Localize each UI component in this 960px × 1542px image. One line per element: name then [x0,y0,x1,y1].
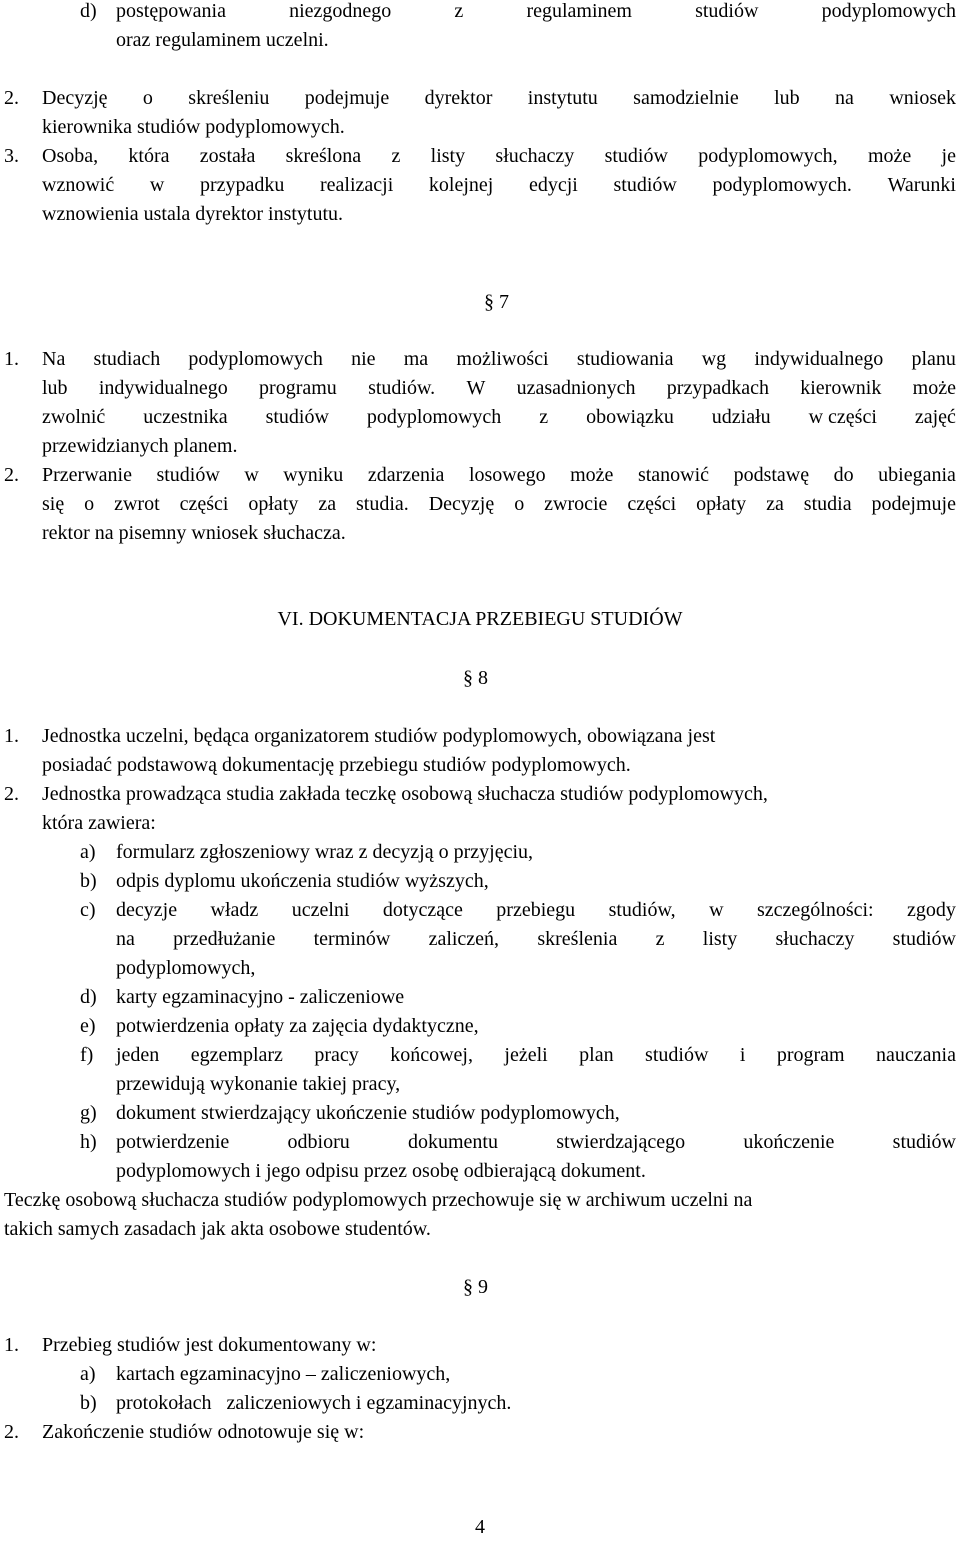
word: Decyzję [42,87,108,109]
s8-item-g-line-1: dokument stwierdzający ukończenie studiów podyplomowych, [116,1102,620,1124]
point-2 [42,84,956,142]
word: przypadkach [666,377,769,399]
word: w [149,174,165,196]
word: niezgodnego [289,0,392,22]
s8-item-c [116,896,956,983]
s8-closing-paragraph [4,1186,956,1244]
word: listy [430,145,466,167]
word: zgody [907,899,956,921]
word: jeden [116,1044,160,1066]
word: podyplomowych. [712,174,852,196]
word: podyplomowych [366,406,502,428]
word: z [655,928,665,950]
word: części [627,493,677,515]
word: dotyczące [382,899,463,921]
word: losowego [468,464,546,486]
word: może [867,145,912,167]
word: przebiegu [496,899,576,921]
word: zwrot [114,493,160,515]
word: uczelni [291,899,350,921]
word: Decyzję [428,493,495,515]
point-3 [42,142,956,229]
word: może [570,464,614,486]
word: skreśleniu [188,87,270,109]
point-2-line-2: kierownika studiów podyplomowych. [42,116,345,138]
s8-item-b [116,867,956,896]
s8-closing-line-1: Teczkę osobową słuchacza studiów podyplomowych przechowuje się w archiwum uczelni na [4,1189,753,1211]
word: podyplomowych, [698,145,838,167]
s9-item-a-label: a) [80,1363,96,1385]
section-9-title: § 9 [463,1276,488,1298]
word: podyplomowych [188,348,323,370]
s7-point-1-line-1 [42,345,956,374]
word: wg [701,348,727,370]
word: studiów [892,1131,956,1153]
word: do [833,464,854,486]
point-3-number: 3. [4,145,19,167]
s9-point-1-number: 1. [4,1334,19,1356]
s8-item-f-line-2: przewidują wykonanie takiej pracy, [116,1073,401,1095]
word: studiowania [576,348,674,370]
word: odbioru [287,1131,350,1153]
word: studiów [156,464,220,486]
s8-item-d-line-1: karty egzaminacyjno - zaliczeniowe [116,986,405,1008]
word: zwolnić [42,406,106,428]
word: skreślenia [537,928,618,950]
word: z [539,406,549,428]
s7-point-2 [42,461,956,548]
s8-item-c-label: c) [80,899,96,921]
word: studiów [645,1044,709,1066]
item-d-line-2: oraz regulaminem uczelni. [116,29,329,51]
word: pracy [314,1044,359,1066]
word: i [739,1044,746,1066]
word: je [941,145,956,167]
word: listy [702,928,738,950]
s8-point-2-line-2: która zawiera: [42,812,156,834]
word: planu [911,348,956,370]
point-3-line-3: wznowienia ustala dyrektor instytutu. [42,203,344,225]
item-d-line-1 [116,0,956,26]
word: na [116,928,135,950]
word: z [391,145,401,167]
word: z [454,0,464,22]
s8-item-c-line-3: podyplomowych, [116,957,256,979]
point-3-line-2 [42,171,956,200]
word: realizacji [320,174,394,196]
word: stwierdzającego [556,1131,686,1153]
s7-point-2-line-3: rektor na pisemny wniosek słuchacza. [42,522,346,544]
s7-point-1-line-4: przewidzianych planem. [42,435,238,457]
word: program [776,1044,845,1066]
word: regulaminem [526,0,632,22]
word: studiów [613,174,677,196]
word: jeżeli [504,1044,548,1066]
word: ubiegania [878,464,956,486]
s8-point-2-number: 2. [4,783,19,805]
s9-item-b-text: protokołach zaliczeniowych i egzaminacyjnych. [116,1392,512,1414]
word: studia [803,493,852,515]
s8-item-h-line-1 [116,1128,956,1157]
word: w [244,464,259,486]
s8-item-e-line-1: potwierdzenia opłaty za zajęcia dydaktyczne, [116,1015,479,1037]
word: studiów. [368,377,436,399]
word: o [142,87,153,109]
s7-point-1 [42,345,956,461]
word: samodzielnie [633,87,739,109]
point-2-number: 2. [4,87,19,109]
word: kierownik [800,377,882,399]
s8-point-2 [42,780,956,838]
s8-item-h-line-2: podyplomowych i jego odpisu przez osobę odbierającą dokument. [116,1160,646,1182]
s7-point-1-line-3 [42,403,956,432]
s8-item-h [116,1128,956,1186]
word: przypadku [199,174,285,196]
word: lub [774,87,800,109]
point-2-line-1 [42,84,956,113]
s8-item-g-label: g) [80,1102,97,1124]
s7-point-2-number: 2. [4,464,19,486]
word: edycji [529,174,578,196]
word: o [514,493,525,515]
s8-point-1-line-1: Jednostka uczelni, będąca organizatorem studiów podyplomowych, obowiązana jest [42,725,716,747]
s8-item-f [116,1041,956,1099]
s8-item-f-line-1 [116,1041,956,1070]
s7-point-2-line-1 [42,461,956,490]
word: decyzje [116,899,178,921]
section-7-title: § 7 [484,291,509,313]
word: studiów [604,145,668,167]
s8-item-a [116,838,956,867]
page-number: 4 [475,1516,485,1538]
word: studiach [93,348,161,370]
s8-item-e [116,1012,956,1041]
word: w części [808,406,877,428]
word: zdarzenia [367,464,445,486]
s8-point-1 [42,722,956,780]
word: terminów [313,928,391,950]
word: może [912,377,956,399]
s7-point-2-line-2 [42,490,956,519]
word: indywidualnego [98,377,228,399]
item-d [116,0,956,55]
s8-point-1-number: 1. [4,725,19,747]
word: która [128,145,170,167]
s8-item-c-line-2 [116,925,956,954]
word: nauczania [876,1044,956,1066]
word: części [179,493,229,515]
word: studiów [695,0,759,22]
s8-item-a-label: a) [80,841,96,863]
word: ukończenie [743,1131,835,1153]
s8-item-d [116,983,956,1012]
s9-item-b-label: b) [80,1392,97,1414]
word: uczestnika [143,406,228,428]
word: plan [579,1044,614,1066]
word: uzasadnionych [516,377,636,399]
word: władz [210,899,259,921]
word: studiów, [608,899,676,921]
s8-item-f-label: f) [80,1044,94,1066]
word: szczególności: [756,899,874,921]
s8-item-e-label: e) [80,1015,96,1037]
s8-point-1-line-2: posiadać podstawową dokumentację przebiegu studiów podyplomowych. [42,754,631,776]
word: zwrocie [544,493,608,515]
word: Osoba, [42,145,99,167]
s8-item-a-line-1: formularz zgłoszeniowy wraz z decyzją o przyjęciu, [116,841,534,863]
word: się [42,493,65,515]
word: słuchaczy [495,145,575,167]
word: za [318,493,337,515]
word: podyplomowych [821,0,956,22]
s9-item-a-text: kartach egzaminacyjno – zaliczeniowych, [116,1363,451,1385]
word: instytutu [527,87,598,109]
word: słuchaczy [775,928,855,950]
word: programu [259,377,337,399]
word: W [466,377,486,399]
word: kolejnej [428,174,494,196]
s8-closing-line-2: takich samych zasadach jak akta osobowe studentów. [4,1218,431,1240]
word: obowiązku [586,406,674,428]
s7-point-1-line-2 [42,374,956,403]
word: zaliczeń, [428,928,500,950]
section-8-title: § 8 [463,667,488,689]
word: wyniku [283,464,344,486]
word: za [766,493,784,515]
word: opłaty [248,493,299,515]
word: dyrektor [424,87,493,109]
word: Na [42,348,66,370]
s9-point-2-number: 2. [4,1421,19,1443]
word: studia. [356,493,409,515]
point-3-line-1 [42,142,956,171]
s9-point-1-text: Przebieg studiów jest dokumentowany w: [42,1334,377,1356]
word: indywidualnego [754,348,884,370]
word: nie [351,348,376,370]
word: przedłużanie [173,928,276,950]
word: wniosek [889,87,956,109]
word: podstawę [733,464,810,486]
word: studiów [892,928,956,950]
word: o [84,493,95,515]
s8-item-c-line-1 [116,896,956,925]
word: postępowania [116,0,226,22]
word: podejmuje [871,493,956,515]
word: ma [403,348,429,370]
word: potwierdzenie [116,1131,230,1153]
word: możliwości [456,348,549,370]
word: dokumentu [408,1131,498,1153]
word: została [199,145,256,167]
s9-point-2-text: Zakończenie studiów odnotowuje się w: [42,1421,365,1443]
s8-item-b-label: b) [80,870,97,892]
word: na [835,87,854,109]
chapter-heading: VI. DOKUMENTACJA PRZEBIEGU STUDIÓW [277,608,683,630]
word: stanowić [637,464,710,486]
word: opłaty [696,493,747,515]
word: wznowić [42,174,115,196]
list-label-d: d) [80,0,97,22]
word: w [709,899,724,921]
word: Warunki [887,174,956,196]
s8-point-2-line-1: Jednostka prowadząca studia zakłada teczkę osobową słuchacza studiów podyplomowych, [42,783,768,805]
word: Przerwanie [42,464,132,486]
word: udziału [711,406,771,428]
s8-item-g [116,1099,956,1128]
s8-item-h-label: h) [80,1131,97,1153]
s8-item-b-line-1: odpis dyplomu ukończenia studiów wyższych, [116,870,489,892]
word: podejmuje [304,87,390,109]
word: egzemplarz [190,1044,283,1066]
word: zajęć [914,406,956,428]
word: skreślona [285,145,362,167]
word: końcowej, [390,1044,473,1066]
word: studiów [265,406,329,428]
s8-item-d-label: d) [80,986,97,1008]
word: lub [42,377,68,399]
s7-point-1-number: 1. [4,348,19,370]
